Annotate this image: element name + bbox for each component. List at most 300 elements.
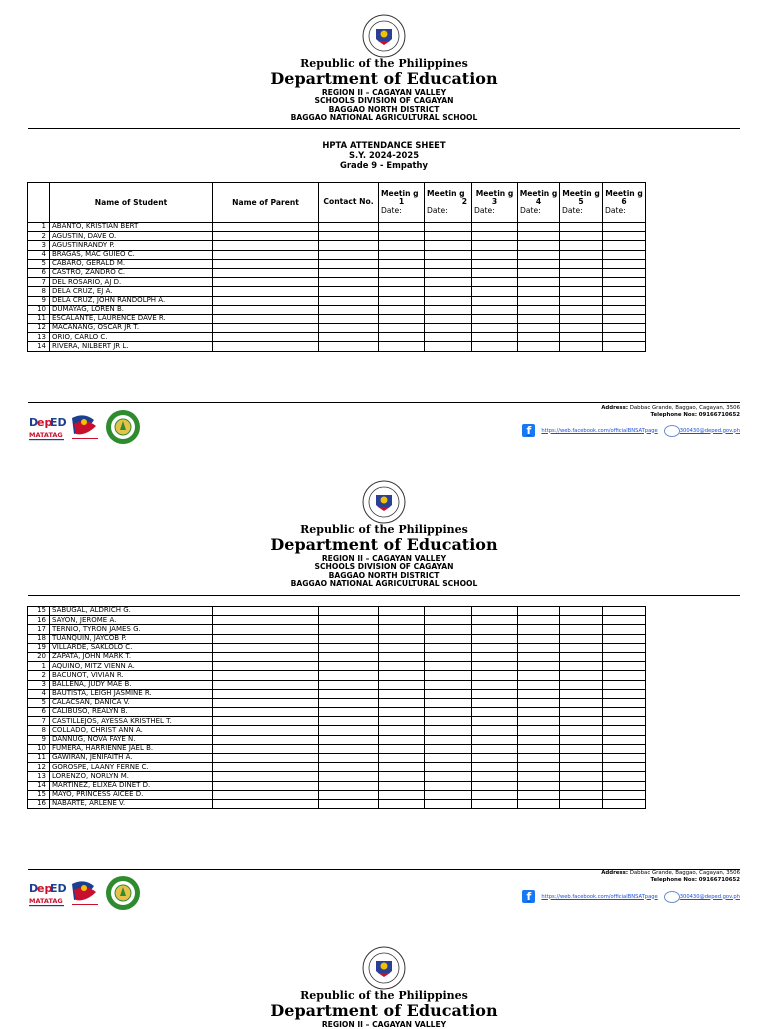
meeting-6-cell[interactable] bbox=[603, 241, 646, 250]
meeting-4-cell[interactable] bbox=[518, 662, 560, 671]
meeting-1-cell[interactable] bbox=[379, 232, 425, 241]
meeting-4-cell[interactable] bbox=[518, 652, 560, 661]
meeting-2-cell[interactable] bbox=[425, 342, 472, 351]
meeting-1-cell[interactable] bbox=[379, 250, 425, 259]
meeting-2-cell[interactable] bbox=[425, 763, 472, 772]
meeting-6-cell[interactable] bbox=[603, 333, 646, 342]
meeting-3-cell[interactable] bbox=[472, 616, 518, 625]
meeting-6-cell[interactable] bbox=[603, 662, 646, 671]
meeting-3-cell[interactable] bbox=[472, 314, 518, 323]
meeting-2-cell[interactable] bbox=[425, 643, 472, 652]
parent-name-cell[interactable] bbox=[213, 268, 319, 277]
meeting-6-cell[interactable] bbox=[603, 314, 646, 323]
meeting-5-cell[interactable] bbox=[560, 781, 603, 790]
meeting-5-cell[interactable] bbox=[560, 634, 603, 643]
email-link[interactable]: 300430@deped.gov.ph bbox=[679, 893, 740, 900]
meeting-3-cell[interactable] bbox=[472, 744, 518, 753]
meeting-4-cell[interactable] bbox=[518, 744, 560, 753]
parent-name-cell[interactable] bbox=[213, 333, 319, 342]
meeting-4-cell[interactable] bbox=[518, 268, 560, 277]
meeting-4-cell[interactable] bbox=[518, 799, 560, 808]
meeting-1-cell[interactable] bbox=[379, 698, 425, 707]
meeting-5-cell[interactable] bbox=[560, 259, 603, 268]
footer-address-block: Address: Dabbac Grande, Baggao, Cagayan, 3506 Telephone Nos: 09166710652 bbox=[601, 405, 740, 418]
meeting-3-cell[interactable] bbox=[472, 634, 518, 643]
meeting-1-cell[interactable] bbox=[379, 305, 425, 314]
meeting-5-cell[interactable] bbox=[560, 652, 603, 661]
meeting-5-cell[interactable] bbox=[560, 744, 603, 753]
meeting-4-cell[interactable] bbox=[518, 296, 560, 305]
meeting-4-cell[interactable] bbox=[518, 314, 560, 323]
meeting-1-cell[interactable] bbox=[379, 799, 425, 808]
meeting-5-cell[interactable] bbox=[560, 607, 603, 616]
meeting-2-cell[interactable] bbox=[425, 625, 472, 634]
contact-cell[interactable] bbox=[319, 744, 379, 753]
meeting-2-cell[interactable] bbox=[425, 259, 472, 268]
contact-cell[interactable] bbox=[319, 799, 379, 808]
contact-cell[interactable] bbox=[319, 726, 379, 735]
meeting-2-cell[interactable] bbox=[425, 314, 472, 323]
meeting-3-cell[interactable] bbox=[472, 772, 518, 781]
contact-cell[interactable] bbox=[319, 754, 379, 763]
meeting-2-cell[interactable] bbox=[425, 250, 472, 259]
meeting-4-cell[interactable] bbox=[518, 278, 560, 287]
meeting-2-cell[interactable] bbox=[425, 324, 472, 333]
meeting-6-cell[interactable] bbox=[603, 726, 646, 735]
meeting-2-cell[interactable] bbox=[425, 607, 472, 616]
contact-cell[interactable] bbox=[319, 232, 379, 241]
meeting-6-cell[interactable] bbox=[603, 763, 646, 772]
meeting-3-cell[interactable] bbox=[472, 717, 518, 726]
parent-name-cell[interactable] bbox=[213, 296, 319, 305]
meeting-3-cell[interactable] bbox=[472, 268, 518, 277]
contact-cell[interactable] bbox=[319, 790, 379, 799]
meeting-3-cell[interactable] bbox=[472, 305, 518, 314]
parent-name-cell[interactable] bbox=[213, 763, 319, 772]
contact-cell[interactable] bbox=[319, 781, 379, 790]
meeting-2-cell[interactable] bbox=[425, 652, 472, 661]
parent-name-cell[interactable] bbox=[213, 652, 319, 661]
meeting-2-cell[interactable] bbox=[425, 296, 472, 305]
parent-name-cell[interactable] bbox=[213, 287, 319, 296]
meeting-1-cell[interactable] bbox=[379, 287, 425, 296]
table-row bbox=[28, 314, 646, 323]
contact-cell[interactable] bbox=[319, 342, 379, 351]
parent-name-cell[interactable] bbox=[213, 342, 319, 351]
contact-cell[interactable] bbox=[319, 763, 379, 772]
meeting-5-cell[interactable] bbox=[560, 333, 603, 342]
meeting-2-cell[interactable] bbox=[425, 689, 472, 698]
meeting-6-cell[interactable] bbox=[603, 680, 646, 689]
meeting-4-cell[interactable] bbox=[518, 259, 560, 268]
meeting-3-cell[interactable] bbox=[472, 662, 518, 671]
meeting-4-cell[interactable] bbox=[518, 754, 560, 763]
meeting-5-cell[interactable] bbox=[560, 305, 603, 314]
meeting-2-cell[interactable] bbox=[425, 781, 472, 790]
meeting-4-cell[interactable] bbox=[518, 223, 560, 232]
parent-name-cell[interactable] bbox=[213, 643, 319, 652]
meeting-1-cell[interactable] bbox=[379, 625, 425, 634]
meeting-1-cell[interactable] bbox=[379, 259, 425, 268]
contact-cell[interactable] bbox=[319, 616, 379, 625]
contact-cell[interactable] bbox=[319, 708, 379, 717]
meeting-4-cell[interactable] bbox=[518, 305, 560, 314]
meeting-3-cell[interactable] bbox=[472, 223, 518, 232]
meeting-6-cell[interactable] bbox=[603, 296, 646, 305]
meeting-1-cell[interactable] bbox=[379, 223, 425, 232]
meeting-6-cell[interactable] bbox=[603, 772, 646, 781]
meeting-5-cell[interactable] bbox=[560, 278, 603, 287]
meeting-1-cell[interactable] bbox=[379, 726, 425, 735]
meeting-2-cell[interactable] bbox=[425, 698, 472, 707]
meeting-6-cell[interactable] bbox=[603, 799, 646, 808]
meeting-1-cell[interactable] bbox=[379, 735, 425, 744]
parent-name-cell[interactable] bbox=[213, 250, 319, 259]
parent-name-cell[interactable] bbox=[213, 671, 319, 680]
parent-name-cell[interactable] bbox=[213, 634, 319, 643]
meeting-1-cell[interactable] bbox=[379, 643, 425, 652]
meeting-6-cell[interactable] bbox=[603, 607, 646, 616]
contact-cell[interactable] bbox=[319, 698, 379, 707]
meeting-2-cell[interactable] bbox=[425, 799, 472, 808]
meeting-5-cell[interactable] bbox=[560, 296, 603, 305]
meeting-4-cell[interactable] bbox=[518, 698, 560, 707]
contact-cell[interactable] bbox=[319, 333, 379, 342]
meeting-6-cell[interactable] bbox=[603, 689, 646, 698]
meeting-5-cell[interactable] bbox=[560, 717, 603, 726]
meeting-6-cell[interactable] bbox=[603, 671, 646, 680]
meeting-2-cell[interactable] bbox=[425, 735, 472, 744]
meeting-6-cell[interactable] bbox=[603, 305, 646, 314]
meeting-6-cell[interactable] bbox=[603, 698, 646, 707]
meeting-3-cell[interactable] bbox=[472, 652, 518, 661]
meeting-4-cell[interactable] bbox=[518, 689, 560, 698]
meeting-6-cell[interactable] bbox=[603, 250, 646, 259]
meeting-1-cell[interactable] bbox=[379, 333, 425, 342]
parent-name-cell[interactable] bbox=[213, 744, 319, 753]
meeting-5-cell[interactable] bbox=[560, 698, 603, 707]
meeting-3-cell[interactable] bbox=[472, 735, 518, 744]
meeting-4-cell[interactable] bbox=[518, 250, 560, 259]
meeting-6-cell[interactable] bbox=[603, 287, 646, 296]
contact-cell[interactable] bbox=[319, 314, 379, 323]
meeting-4-cell[interactable] bbox=[518, 287, 560, 296]
meeting-4-cell[interactable] bbox=[518, 634, 560, 643]
facebook-icon[interactable]: f bbox=[522, 890, 535, 903]
svg-text:ED: ED bbox=[50, 882, 67, 895]
parent-name-cell[interactable] bbox=[213, 607, 319, 616]
meeting-3-cell[interactable] bbox=[472, 625, 518, 634]
contact-cell[interactable] bbox=[319, 680, 379, 689]
contact-cell[interactable] bbox=[319, 223, 379, 232]
parent-name-cell[interactable] bbox=[213, 754, 319, 763]
meeting-3-cell[interactable] bbox=[472, 241, 518, 250]
parent-name-cell[interactable] bbox=[213, 799, 319, 808]
meeting-5-cell[interactable] bbox=[560, 790, 603, 799]
meeting-3-cell[interactable] bbox=[472, 698, 518, 707]
meeting-4-cell[interactable] bbox=[518, 708, 560, 717]
meeting-6-cell[interactable] bbox=[603, 278, 646, 287]
meeting-2-cell[interactable] bbox=[425, 790, 472, 799]
contact-cell[interactable] bbox=[319, 689, 379, 698]
meeting-1-cell[interactable] bbox=[379, 268, 425, 277]
meeting-2-cell[interactable] bbox=[425, 772, 472, 781]
meeting-2-cell[interactable] bbox=[425, 305, 472, 314]
meeting-1-cell[interactable] bbox=[379, 772, 425, 781]
meeting-1-cell[interactable] bbox=[379, 652, 425, 661]
meeting-3-cell[interactable] bbox=[472, 287, 518, 296]
meeting-3-cell[interactable] bbox=[472, 250, 518, 259]
meeting-5-cell[interactable] bbox=[560, 689, 603, 698]
contact-cell[interactable] bbox=[319, 643, 379, 652]
meeting-1-cell[interactable] bbox=[379, 314, 425, 323]
meeting-5-cell[interactable] bbox=[560, 314, 603, 323]
meeting-1-cell[interactable] bbox=[379, 324, 425, 333]
meeting-4-cell[interactable] bbox=[518, 772, 560, 781]
meeting-4-cell[interactable] bbox=[518, 680, 560, 689]
meeting-6-cell[interactable] bbox=[603, 790, 646, 799]
meeting-2-cell[interactable] bbox=[425, 662, 472, 671]
parent-name-cell[interactable] bbox=[213, 305, 319, 314]
parent-name-cell[interactable] bbox=[213, 625, 319, 634]
meeting-1-cell[interactable] bbox=[379, 616, 425, 625]
parent-name-cell[interactable] bbox=[213, 259, 319, 268]
contact-cell[interactable] bbox=[319, 250, 379, 259]
meeting-5-cell[interactable] bbox=[560, 250, 603, 259]
meeting-3-cell[interactable] bbox=[472, 333, 518, 342]
parent-name-cell[interactable] bbox=[213, 680, 319, 689]
contact-cell[interactable] bbox=[319, 296, 379, 305]
meeting-3-cell[interactable] bbox=[472, 754, 518, 763]
meeting-2-cell[interactable] bbox=[425, 680, 472, 689]
meeting-6-cell[interactable] bbox=[603, 643, 646, 652]
meeting-5-cell[interactable] bbox=[560, 680, 603, 689]
meeting-1-cell[interactable] bbox=[379, 708, 425, 717]
parent-name-cell[interactable] bbox=[213, 314, 319, 323]
meeting-1-cell[interactable] bbox=[379, 634, 425, 643]
meeting-5-cell[interactable] bbox=[560, 232, 603, 241]
meeting-4-cell[interactable] bbox=[518, 342, 560, 351]
contact-cell[interactable] bbox=[319, 634, 379, 643]
meeting-5-cell[interactable] bbox=[560, 708, 603, 717]
meeting-3-cell[interactable] bbox=[472, 671, 518, 680]
parent-name-cell[interactable] bbox=[213, 689, 319, 698]
parent-name-cell[interactable] bbox=[213, 278, 319, 287]
meeting-3-cell[interactable] bbox=[472, 278, 518, 287]
parent-name-cell[interactable] bbox=[213, 708, 319, 717]
meeting-3-cell[interactable] bbox=[472, 296, 518, 305]
contact-cell[interactable] bbox=[319, 268, 379, 277]
meeting-1-cell[interactable] bbox=[379, 296, 425, 305]
meeting-6-cell[interactable] bbox=[603, 223, 646, 232]
meeting-4-cell[interactable] bbox=[518, 625, 560, 634]
contact-cell[interactable] bbox=[319, 671, 379, 680]
meeting-4-cell[interactable] bbox=[518, 607, 560, 616]
parent-name-cell[interactable] bbox=[213, 735, 319, 744]
contact-cell[interactable] bbox=[319, 662, 379, 671]
meeting-5-cell[interactable] bbox=[560, 287, 603, 296]
meeting-3-cell[interactable] bbox=[472, 763, 518, 772]
meeting-2-cell[interactable] bbox=[425, 232, 472, 241]
meeting-2-cell[interactable] bbox=[425, 268, 472, 277]
meeting-3-cell[interactable] bbox=[472, 342, 518, 351]
meeting-5-cell[interactable] bbox=[560, 342, 603, 351]
parent-name-cell[interactable] bbox=[213, 781, 319, 790]
meeting-2-cell[interactable] bbox=[425, 287, 472, 296]
meeting-3-cell[interactable] bbox=[472, 708, 518, 717]
meeting-6-cell[interactable] bbox=[603, 781, 646, 790]
meeting-1-cell[interactable] bbox=[379, 278, 425, 287]
meeting-6-cell[interactable] bbox=[603, 268, 646, 277]
meeting-1-cell[interactable] bbox=[379, 241, 425, 250]
meeting-4-cell[interactable] bbox=[518, 735, 560, 744]
meeting-4-cell[interactable] bbox=[518, 333, 560, 342]
email-link[interactable]: 300430@deped.gov.ph bbox=[679, 427, 740, 434]
meeting-5-cell[interactable] bbox=[560, 223, 603, 232]
facebook-icon[interactable]: f bbox=[522, 424, 535, 437]
contact-cell[interactable] bbox=[319, 259, 379, 268]
facebook-link[interactable]: https://web.facebook.com/officialBNSATpage bbox=[541, 427, 658, 434]
meeting-5-cell[interactable] bbox=[560, 616, 603, 625]
meeting-2-cell[interactable] bbox=[425, 223, 472, 232]
meeting-4-cell[interactable] bbox=[518, 241, 560, 250]
meeting-2-cell[interactable] bbox=[425, 744, 472, 753]
meeting-2-cell[interactable] bbox=[425, 671, 472, 680]
meeting-1-cell[interactable] bbox=[379, 689, 425, 698]
meeting-5-cell[interactable] bbox=[560, 643, 603, 652]
meeting-4-cell[interactable] bbox=[518, 324, 560, 333]
meeting-5-cell[interactable] bbox=[560, 754, 603, 763]
sheet-title-block bbox=[0, 140, 768, 170]
meeting-3-cell[interactable] bbox=[472, 781, 518, 790]
contact-cell[interactable] bbox=[319, 305, 379, 314]
meeting-1-cell[interactable] bbox=[379, 680, 425, 689]
meeting-2-cell[interactable] bbox=[425, 708, 472, 717]
meeting-6-cell[interactable] bbox=[603, 259, 646, 268]
parent-name-cell[interactable] bbox=[213, 662, 319, 671]
meeting-1-cell[interactable] bbox=[379, 662, 425, 671]
meeting-2-cell[interactable] bbox=[425, 754, 472, 763]
meeting-6-cell[interactable] bbox=[603, 744, 646, 753]
meeting-1-cell[interactable] bbox=[379, 671, 425, 680]
meeting-1-cell[interactable] bbox=[379, 790, 425, 799]
parent-name-cell[interactable] bbox=[213, 232, 319, 241]
contact-cell[interactable] bbox=[319, 772, 379, 781]
meeting-5-cell[interactable] bbox=[560, 324, 603, 333]
meeting-6-cell[interactable] bbox=[603, 754, 646, 763]
meeting-4-cell[interactable] bbox=[518, 616, 560, 625]
contact-cell[interactable] bbox=[319, 278, 379, 287]
facebook-link[interactable]: https://web.facebook.com/officialBNSATpage bbox=[541, 893, 658, 900]
meeting-3-cell[interactable] bbox=[472, 324, 518, 333]
meeting-6-cell[interactable] bbox=[603, 342, 646, 351]
meeting-4-cell[interactable] bbox=[518, 671, 560, 680]
contact-cell[interactable] bbox=[319, 717, 379, 726]
meeting-6-cell[interactable] bbox=[603, 625, 646, 634]
parent-name-cell[interactable] bbox=[213, 616, 319, 625]
meeting-5-cell[interactable] bbox=[560, 671, 603, 680]
meeting-5-cell[interactable] bbox=[560, 726, 603, 735]
contact-cell[interactable] bbox=[319, 607, 379, 616]
parent-name-cell[interactable] bbox=[213, 324, 319, 333]
meeting-1-cell[interactable] bbox=[379, 607, 425, 616]
meeting-6-cell[interactable] bbox=[603, 634, 646, 643]
meeting-1-cell[interactable] bbox=[379, 717, 425, 726]
parent-name-cell[interactable] bbox=[213, 223, 319, 232]
meeting-4-cell[interactable] bbox=[518, 643, 560, 652]
meeting-3-cell[interactable] bbox=[472, 790, 518, 799]
meeting-4-cell[interactable] bbox=[518, 790, 560, 799]
meeting-2-cell[interactable] bbox=[425, 717, 472, 726]
meeting-6-cell[interactable] bbox=[603, 735, 646, 744]
meeting-3-cell[interactable] bbox=[472, 799, 518, 808]
meeting-3-cell[interactable] bbox=[472, 689, 518, 698]
meeting-5-cell[interactable] bbox=[560, 772, 603, 781]
contact-cell[interactable] bbox=[319, 241, 379, 250]
meeting-5-cell[interactable] bbox=[560, 662, 603, 671]
contact-cell[interactable] bbox=[319, 287, 379, 296]
parent-name-cell[interactable] bbox=[213, 726, 319, 735]
meeting-6-cell[interactable] bbox=[603, 708, 646, 717]
student-name-cell: DELA CRUZ, EJ A. bbox=[50, 287, 213, 296]
parent-name-cell[interactable] bbox=[213, 790, 319, 799]
meeting-5-cell[interactable] bbox=[560, 799, 603, 808]
meeting-3-cell[interactable] bbox=[472, 232, 518, 241]
meeting-4-cell[interactable] bbox=[518, 726, 560, 735]
meeting-1-cell[interactable] bbox=[379, 754, 425, 763]
meeting-3-cell[interactable] bbox=[472, 259, 518, 268]
meeting-2-cell[interactable] bbox=[425, 278, 472, 287]
meeting-5-cell[interactable] bbox=[560, 241, 603, 250]
contact-cell[interactable] bbox=[319, 652, 379, 661]
meeting-6-cell[interactable] bbox=[603, 717, 646, 726]
student-name-cell: ESCALANTE, LAURENCE DAVE R. bbox=[50, 314, 213, 323]
meeting-5-cell[interactable] bbox=[560, 625, 603, 634]
parent-name-cell[interactable] bbox=[213, 717, 319, 726]
meeting-2-cell[interactable] bbox=[425, 634, 472, 643]
meeting-5-cell[interactable] bbox=[560, 735, 603, 744]
meeting-2-cell[interactable] bbox=[425, 333, 472, 342]
meeting-4-cell[interactable] bbox=[518, 232, 560, 241]
meeting-6-cell[interactable] bbox=[603, 324, 646, 333]
meeting-6-cell[interactable] bbox=[603, 232, 646, 241]
meeting-4-cell[interactable] bbox=[518, 717, 560, 726]
meeting-1-cell[interactable] bbox=[379, 744, 425, 753]
meeting-4-cell[interactable] bbox=[518, 781, 560, 790]
contact-cell[interactable] bbox=[319, 625, 379, 634]
parent-name-cell[interactable] bbox=[213, 772, 319, 781]
meeting-3-cell[interactable] bbox=[472, 680, 518, 689]
meeting-3-cell[interactable] bbox=[472, 607, 518, 616]
meeting-1-cell[interactable] bbox=[379, 342, 425, 351]
contact-cell[interactable] bbox=[319, 735, 379, 744]
meeting-5-cell[interactable] bbox=[560, 763, 603, 772]
meeting-4-cell[interactable] bbox=[518, 763, 560, 772]
meeting-1-cell[interactable] bbox=[379, 781, 425, 790]
contact-cell[interactable] bbox=[319, 324, 379, 333]
meeting-2-cell[interactable] bbox=[425, 726, 472, 735]
meeting-6-cell[interactable] bbox=[603, 652, 646, 661]
parent-name-cell[interactable] bbox=[213, 241, 319, 250]
parent-name-cell[interactable] bbox=[213, 698, 319, 707]
meeting-1-cell[interactable] bbox=[379, 763, 425, 772]
meeting-2-cell[interactable] bbox=[425, 616, 472, 625]
meeting-3-cell[interactable] bbox=[472, 643, 518, 652]
meeting-3-cell[interactable] bbox=[472, 726, 518, 735]
meeting-5-cell[interactable] bbox=[560, 268, 603, 277]
meeting-2-cell[interactable] bbox=[425, 241, 472, 250]
meeting-6-cell[interactable] bbox=[603, 616, 646, 625]
